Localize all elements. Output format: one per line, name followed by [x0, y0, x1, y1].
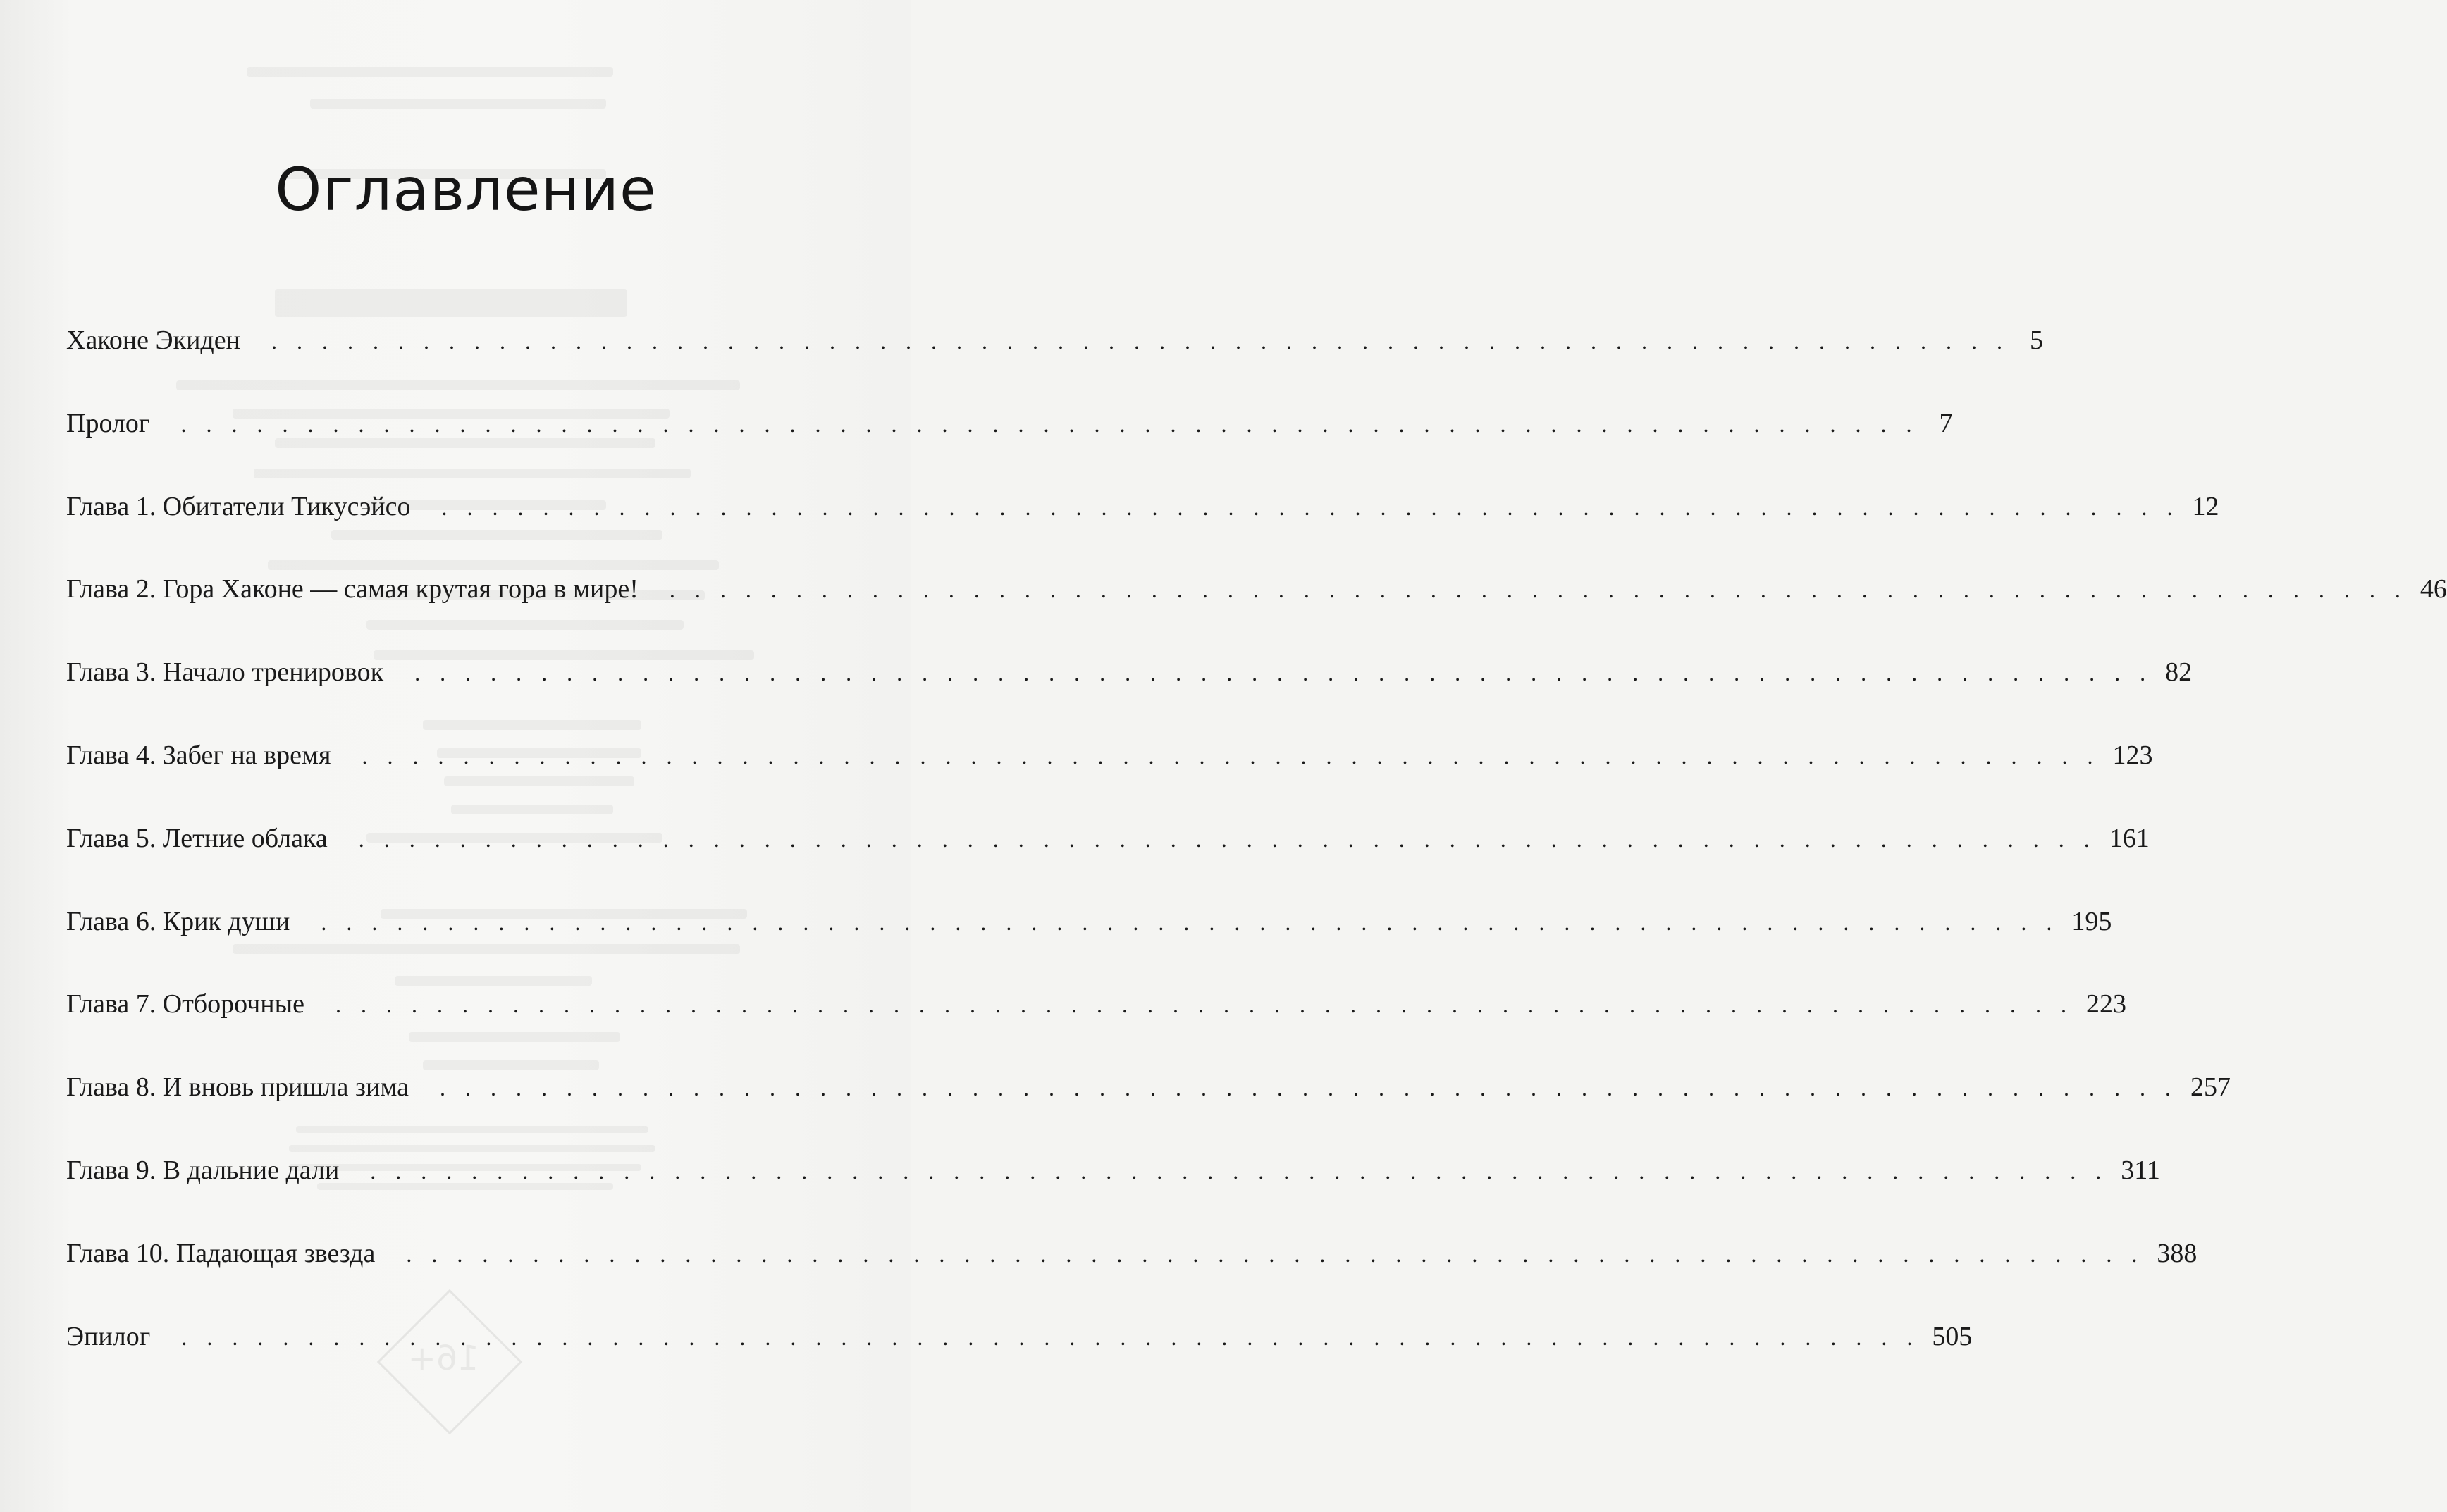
toc-page-number: 7	[1939, 408, 1953, 438]
toc-page-number: 82	[2165, 657, 2193, 688]
toc-page-number: 12	[2192, 491, 2219, 521]
toc-page-number: 223	[2086, 989, 2126, 1020]
toc-entry-label: Глава 7. Отборочные	[66, 989, 304, 1020]
dot-leader: . . . . . . . . . . . . . . . . . . . . . . . . . . . . . . . . . . . . . . . . . . . . . . . . . . . . . . . . . . . . . . . . . . . . .	[271, 328, 2009, 354]
toc-entry[interactable]	[66, 475, 2219, 558]
dot-leader: . . . . . . . . . . . . . . . . . . . . . . . . . . . . . . . . . . . . . . . . . . . . . . . . . . . . . . . . . . . . . . . . . . . . .	[414, 660, 2153, 686]
toc-entry-label: Эпилог	[66, 1321, 151, 1351]
toc-entry[interactable]	[66, 1055, 2231, 1139]
dot-leader: . . . . . . . . . . . . . . . . . . . . . . . . . . . . . . . . . . . . . . . . . . . . . . . . . . . . . . . . . . . . . . . . . . . . .	[180, 411, 1919, 437]
toc-entry[interactable]	[66, 807, 2150, 890]
toc-entry[interactable]	[66, 309, 2043, 392]
toc-entry[interactable]	[66, 1139, 2160, 1222]
toc-entry-label: Глава 8. И вновь пришла зима	[66, 1072, 409, 1103]
toc-page-number: 5	[2029, 326, 2043, 355]
toc-entry[interactable]	[66, 392, 1953, 475]
toc-entry[interactable]	[66, 640, 2193, 724]
dot-leader: . . . . . . . . . . . . . . . . . . . . . . . . . . . . . . . . . . . . . . . . . . . . . . . . . . . . . . . . . . . . . . . . . . . . .	[406, 1241, 2145, 1267]
dot-leader: . . . . . . . . . . . . . . . . . . . . . . . . . . . . . . . . . . . . . . . . . . . . . . . . . . . . . . . . . . . . . . . . . . . . .	[669, 577, 2408, 603]
toc-page-number: 123	[2112, 740, 2153, 770]
toc-entry-label: Глава 6. Крик души	[66, 906, 290, 936]
toc-entry-label: Хаконе Экиден	[66, 326, 240, 355]
toc-page-number: 505	[1932, 1321, 1973, 1351]
toc-entry[interactable]	[66, 724, 2153, 807]
toc-page-number: 257	[2190, 1072, 2231, 1103]
table-of-contents	[66, 309, 2447, 1387]
toc-page-number: 46	[2420, 574, 2447, 605]
dot-leader: . . . . . . . . . . . . . . . . . . . . . . . . . . . . . . . . . . . . . . . . . . . . . . . . . . . . . . . . . . . . . . . . . . . . .	[321, 909, 2059, 935]
dot-leader: . . . . . . . . . . . . . . . . . . . . . . . . . . . . . . . . . . . . . . . . . . . . . . . . . . . . . . . . . . . . . . . . . . . . .	[335, 992, 2073, 1018]
toc-entry[interactable]	[66, 890, 2112, 973]
page-title: Оглавление	[275, 155, 657, 224]
toc-entry-label: Глава 10. Падающая звезда	[66, 1238, 376, 1268]
toc-page-number: 311	[2121, 1155, 2160, 1185]
toc-entry-label: Глава 4. Забег на время	[66, 740, 331, 770]
dot-leader: . . . . . . . . . . . . . . . . . . . . . . . . . . . . . . . . . . . . . . . . . . . . . . . . . . . . . . . . . . . . . . . . . . . . .	[181, 1324, 1920, 1350]
dot-leader: . . . . . . . . . . . . . . . . . . . . . . . . . . . . . . . . . . . . . . . . . . . . . . . . . . . . . . . . . . . . . . . . . . . . .	[440, 1075, 2178, 1101]
toc-entry-label: Глава 2. Гора Хаконе — самая крутая гора в мире!	[66, 574, 639, 605]
dot-leader: . . . . . . . . . . . . . . . . . . . . . . . . . . . . . . . . . . . . . . . . . . . . . . . . . . . . . . . . . . . . . . . . . . . . .	[358, 826, 2097, 852]
toc-page-number: 195	[2071, 906, 2112, 936]
toc-entry-label: Глава 3. Начало тренировок	[66, 657, 384, 688]
toc-entry-label: Глава 9. В дальние дали	[66, 1155, 340, 1185]
toc-entry-label: Глава 5. Летние облака	[66, 823, 328, 853]
toc-entry[interactable]	[66, 557, 2447, 640]
toc-entry-label: Глава 1. Обитатели Тикусэйсо	[66, 491, 411, 521]
toc-page-number: 388	[2157, 1238, 2198, 1268]
toc-entry[interactable]	[66, 972, 2126, 1055]
toc-entry[interactable]	[66, 1305, 1973, 1388]
dot-leader: . . . . . . . . . . . . . . . . . . . . . . . . . . . . . . . . . . . . . . . . . . . . . . . . . . . . . . . . . . . . . . . . . . . . .	[362, 743, 2100, 769]
dot-leader: . . . . . . . . . . . . . . . . . . . . . . . . . . . . . . . . . . . . . . . . . . . . . . . . . . . . . . . . . . . . . . . . . . . . .	[370, 1158, 2109, 1184]
toc-page-number: 161	[2109, 823, 2150, 853]
toc-entry[interactable]	[66, 1222, 2198, 1305]
dot-leader: . . . . . . . . . . . . . . . . . . . . . . . . . . . . . . . . . . . . . . . . . . . . . . . . . . . . . . . . . . . . . . . . . . . . .	[441, 494, 2180, 520]
toc-entry-label: Пролог	[66, 408, 150, 438]
bleed-through-background: 16+	[0, 0, 911, 1512]
